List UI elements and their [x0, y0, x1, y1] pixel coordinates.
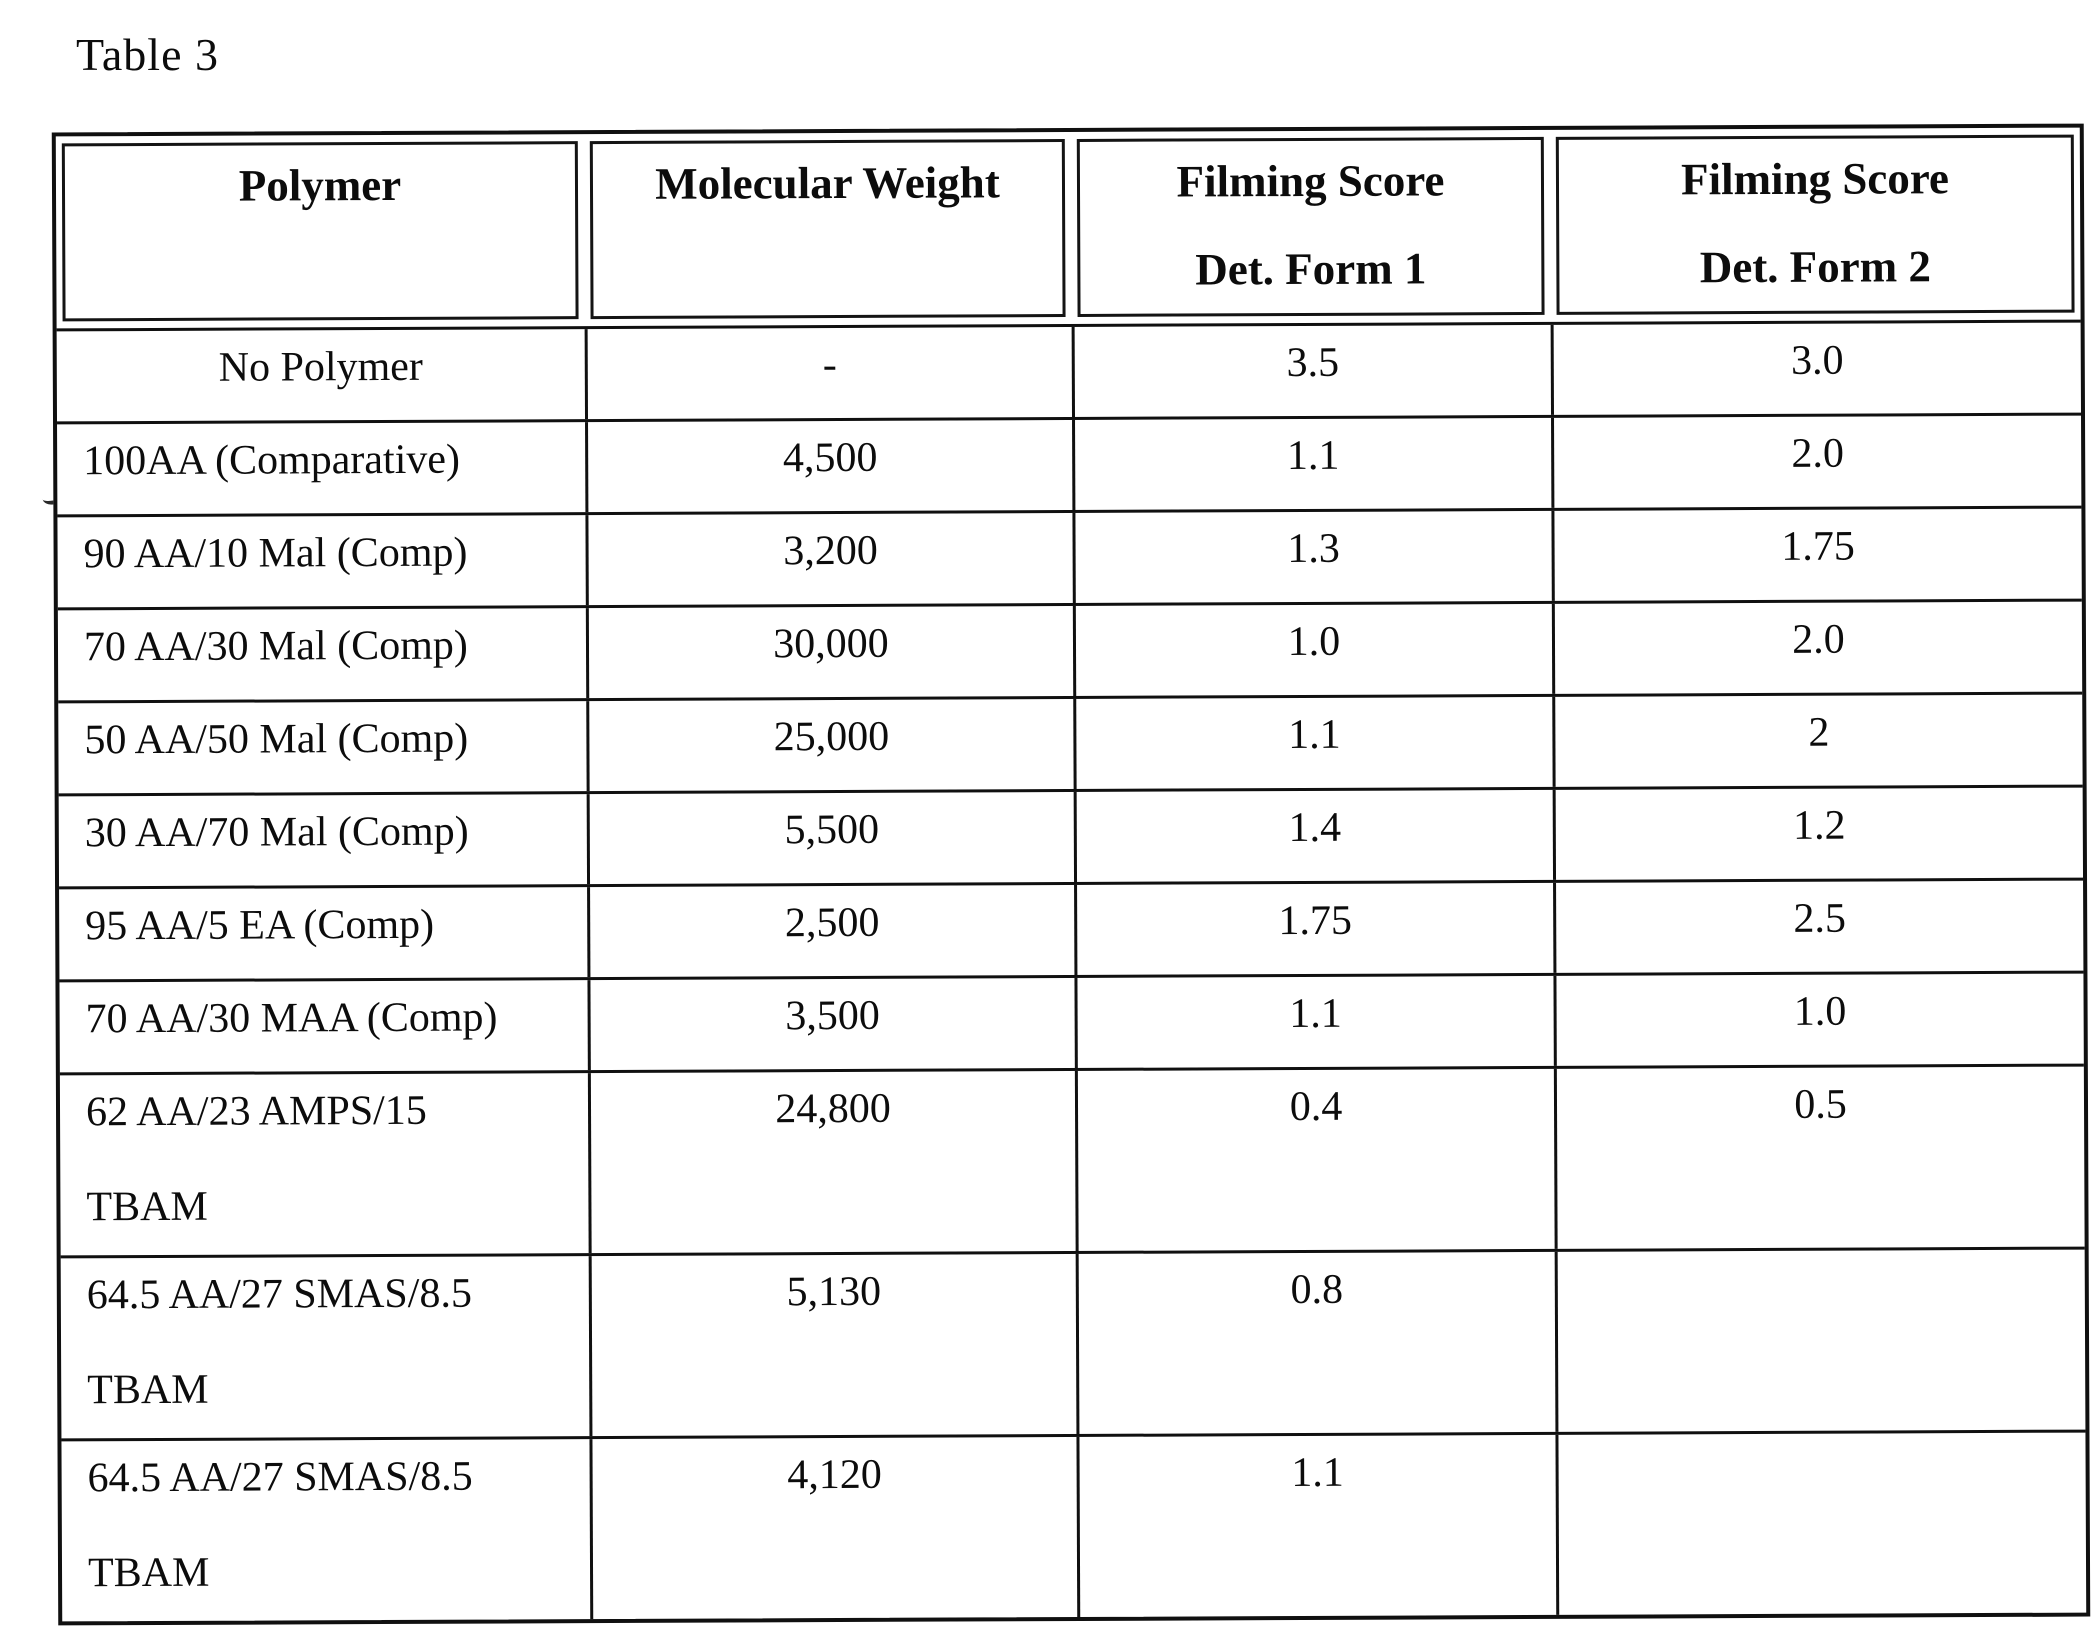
polymer-cell: [57, 329, 585, 421]
filming-score-2-cell: 2.0: [1551, 416, 2081, 508]
molecular-weight-cell: 30,000: [586, 606, 1073, 698]
header-sublabel: Det. Form 2: [1699, 241, 1932, 293]
molecular-weight-cell: 24,800: [588, 1071, 1076, 1253]
table-row: [57, 506, 2081, 608]
header-sublabel: Det. Form 1: [1195, 243, 1427, 295]
molecular-weight-cell: 4,120: [589, 1437, 1077, 1619]
table-row: [58, 692, 2082, 794]
polymer-cell: [59, 794, 587, 886]
polymer-name: 64.5 AA/27 SMAS/8.5: [86, 1270, 473, 1319]
filming-score-1-cell: 0.8: [1076, 1252, 1556, 1434]
polymer-name-line2: TBAM: [87, 1549, 210, 1597]
filming-score-1-cell: 1.1: [1072, 418, 1551, 510]
header-label: Polymer: [238, 159, 402, 211]
filming-score-1-cell: 3.5: [1072, 325, 1551, 417]
table-header-row: [56, 128, 2081, 329]
table-row: [57, 413, 2081, 515]
polymer-cell: [57, 422, 585, 514]
filming-score-1-cell: 1.0: [1073, 604, 1552, 696]
filming-score-2-cell: 2.5: [1553, 881, 2083, 973]
polymer-name: 90 AA/10 Mal (Comp): [83, 529, 468, 578]
filming-score-2-cell: 2: [1552, 695, 2082, 787]
header-cell-polymer: [62, 141, 579, 321]
header-cell-filming-score-1: [1077, 137, 1545, 317]
table-row: [61, 1247, 2086, 1439]
filming-score-1-cell: 1.1: [1076, 1435, 1556, 1617]
table-row: [58, 599, 2082, 701]
polymer-name-line2: TBAM: [87, 1366, 209, 1414]
polymer-name-line2: TBAM: [86, 1183, 208, 1231]
table-row: [57, 320, 2081, 422]
filming-score-1-cell: 1.75: [1074, 883, 1553, 975]
filming-score-2-cell: 3.0: [1551, 323, 2081, 415]
molecular-weight-cell: 3,200: [585, 513, 1072, 605]
filming-score-2-cell: 1.75: [1551, 509, 2081, 601]
molecular-weight-cell: 25,000: [586, 699, 1073, 791]
molecular-weight-cell: 5,130: [589, 1254, 1077, 1436]
molecular-weight-cell: -: [585, 327, 1072, 419]
header-label: Molecular Weight: [655, 157, 1000, 209]
filming-score-2-cell: 1.0: [1553, 974, 2083, 1066]
table-row: [60, 1064, 2085, 1256]
header-cell-molecular-weight: [590, 139, 1066, 319]
filming-score-1-cell: 1.3: [1072, 511, 1551, 603]
polymer-cell: [58, 701, 586, 793]
polymer-cell: [60, 1073, 589, 1255]
header-cell-filming-score-2: [1556, 135, 2075, 315]
polymer-name: 100AA (Comparative): [83, 436, 461, 485]
polymer-name: 70 AA/30 Mal (Comp): [83, 622, 468, 671]
polymer-name: 50 AA/50 Mal (Comp): [84, 715, 469, 764]
filming-score-1-cell: 0.4: [1075, 1069, 1555, 1251]
polymer-name: No Polymer: [218, 343, 423, 391]
molecular-weight-cell: 5,500: [587, 792, 1074, 884]
polymer-cell: [58, 608, 586, 700]
filming-score-1-cell: 1.1: [1073, 697, 1552, 789]
filming-score-2-cell: [1555, 1250, 2086, 1432]
polymer-cell: [61, 1439, 590, 1621]
table-row: [59, 878, 2083, 980]
filming-score-1-cell: 1.4: [1074, 790, 1553, 882]
polymer-name: 64.5 AA/27 SMAS/8.5: [87, 1453, 473, 1502]
polymer-cell: [59, 887, 587, 979]
polymer-name: 70 AA/30 MAA (Comp): [85, 994, 498, 1043]
molecular-weight-cell: 3,500: [587, 978, 1074, 1070]
polymer-name: 30 AA/70 Mal (Comp): [84, 808, 469, 857]
header-label: Filming Score: [1176, 155, 1445, 207]
page-title: Table 3: [76, 29, 220, 80]
filming-score-2-cell: 0.5: [1554, 1067, 2085, 1249]
filming-score-2-cell: 1.2: [1553, 788, 2083, 880]
filming-score-1-cell: 1.1: [1074, 976, 1553, 1068]
polymer-name: 62 AA/23 AMPS/15: [85, 1087, 427, 1136]
filming-score-2-cell: [1555, 1433, 2086, 1615]
table-row: [59, 971, 2083, 1073]
table-row: [61, 1430, 2086, 1622]
header-label: Filming Score: [1680, 153, 1950, 205]
polymer-filming-score-table: [52, 124, 2090, 1626]
polymer-cell: [57, 515, 585, 607]
polymer-cell: [59, 980, 587, 1072]
polymer-name: 95 AA/5 EA (Comp): [85, 901, 435, 950]
molecular-weight-cell: 4,500: [585, 420, 1072, 512]
table-row: [59, 785, 2083, 887]
molecular-weight-cell: 2,500: [587, 885, 1074, 977]
polymer-cell: [61, 1256, 590, 1438]
filming-score-2-cell: 2.0: [1552, 602, 2082, 694]
